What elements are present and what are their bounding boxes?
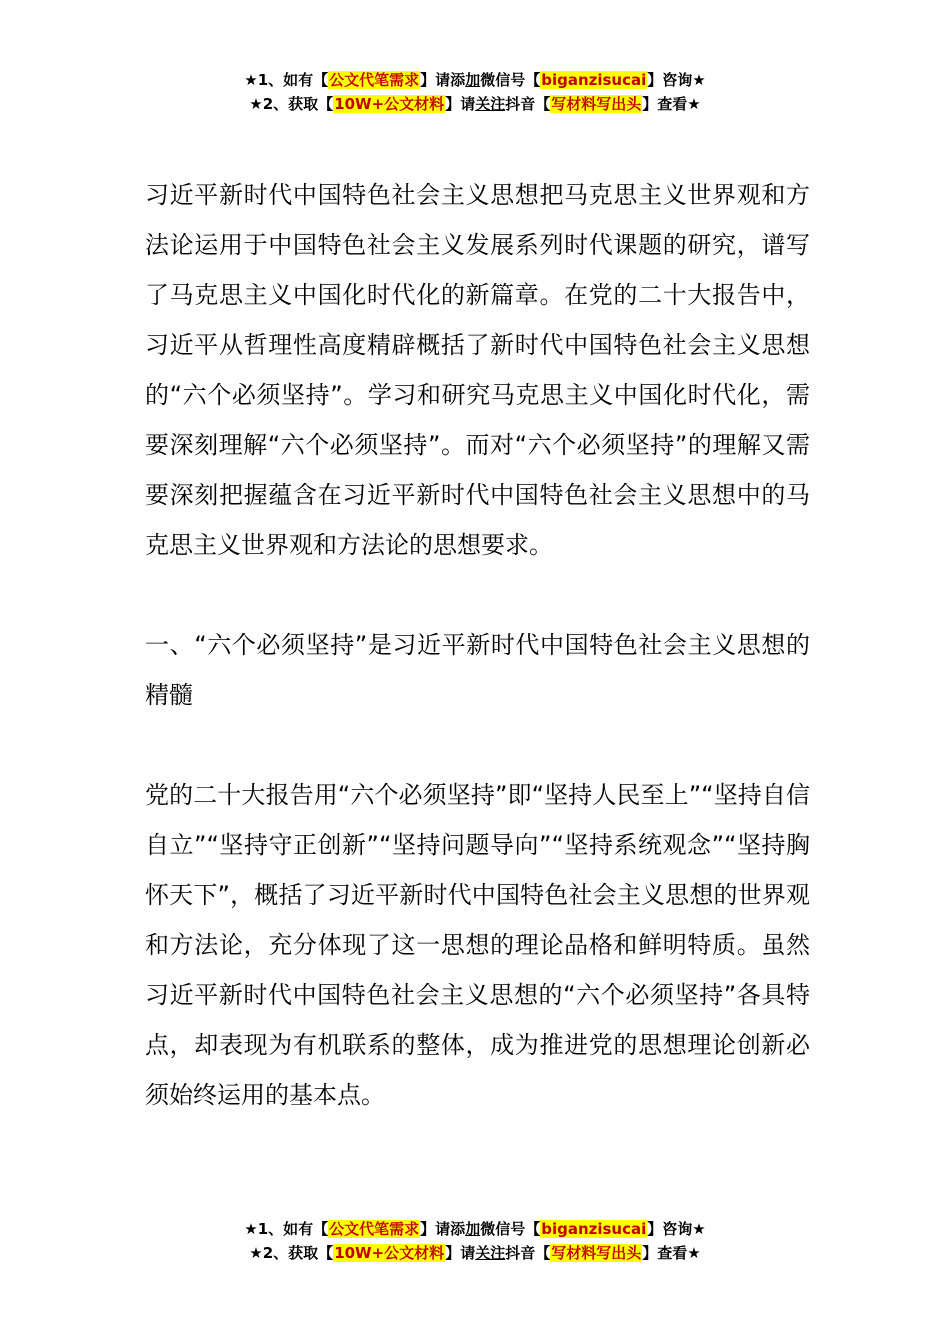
section-heading-1: 一、“六个必须坚持”是习近平新时代中国特色社会主义思想的精髓 — [145, 631, 810, 709]
promo-text: ★2、获取【 — [249, 1244, 334, 1262]
promo-text: ★2、获取【 — [249, 95, 334, 113]
promo-highlight: 公文代笔需求 — [329, 71, 420, 89]
promo-text: 微信号【 — [480, 71, 541, 89]
promo-text: 微信号【 — [480, 1220, 541, 1238]
promo-highlight: 写材料写出头 — [551, 1244, 642, 1262]
promo-line-2 — [0, 1241, 950, 1265]
promo-text: 】请 — [445, 95, 476, 113]
promo-text: 】查看★ — [642, 1244, 701, 1262]
promo-text: 抖音【 — [505, 1244, 551, 1262]
paragraph-gap — [145, 720, 810, 770]
promo-line-2 — [0, 92, 950, 116]
promo-highlight: 10W+公文材料 — [334, 95, 445, 113]
promo-highlight: 10W+公文材料 — [334, 1244, 445, 1262]
promo-underline: 关注 — [475, 95, 506, 113]
promo-text: ★1、如有【 — [244, 71, 329, 89]
promo-banner-top — [0, 68, 950, 116]
paragraph-1: 习近平新时代中国特色社会主义思想把马克思主义世界观和方法论运用于中国特色社会主义发展系列时代课题的研究，谱写了马克思主义中国化时代化的新篇章。在党的二十大报告中，习近平从哲理性高度精辟概括了新时代中国特色社会主义思想的“六个必须坚持”。学习和研究马克思主义中国化时代化，需要深刻理解“六个必须坚持”。而对“六个必须坚持”的理解又需要深刻把握蕴含在习近平新时代中国特色社会主义思想中的马克思主义世界观和方法论的思想要求。 — [145, 181, 810, 559]
promo-line-1 — [0, 1217, 950, 1241]
document-body — [145, 170, 810, 1120]
promo-text: ★1、如有【 — [244, 1220, 329, 1238]
promo-banner-bottom — [0, 1217, 950, 1265]
promo-highlight: biganzisucai — [541, 1220, 647, 1238]
promo-text: 】查看★ — [642, 95, 701, 113]
promo-text: 抖音【 — [505, 95, 551, 113]
promo-underline: 关注 — [475, 1244, 506, 1262]
paragraph-2: 党的二十大报告用“六个必须坚持”即“坚持人民至上”“坚持自信自立”“坚持守正创新”“坚持问题导向”“坚持系统观念”“坚持胸怀天下”，概括了习近平新时代中国特色社会主义思想的世界观和方法论，充分体现了这一思想的理论品格和鲜明特质。虽然习近平新时代中国特色社会主义思想的“六个必须坚持”各具特点，却表现为有机联系的整体，成为推进党的思想理论创新必须始终运用的基本点。 — [145, 781, 810, 1109]
promo-highlight: 公文代笔需求 — [329, 1220, 420, 1238]
promo-underline: 加 — [465, 1220, 481, 1238]
promo-text: 】请添 — [420, 1220, 466, 1238]
paragraph-gap — [145, 570, 810, 620]
promo-underline: 加 — [465, 71, 481, 89]
promo-text: 】咨询★ — [647, 1220, 706, 1238]
promo-text: 】咨询★ — [647, 71, 706, 89]
promo-highlight: biganzisucai — [541, 71, 647, 89]
promo-text: 】请 — [445, 1244, 476, 1262]
promo-highlight: 写材料写出头 — [551, 95, 642, 113]
promo-text: 】请添 — [420, 71, 466, 89]
promo-line-1 — [0, 68, 950, 92]
